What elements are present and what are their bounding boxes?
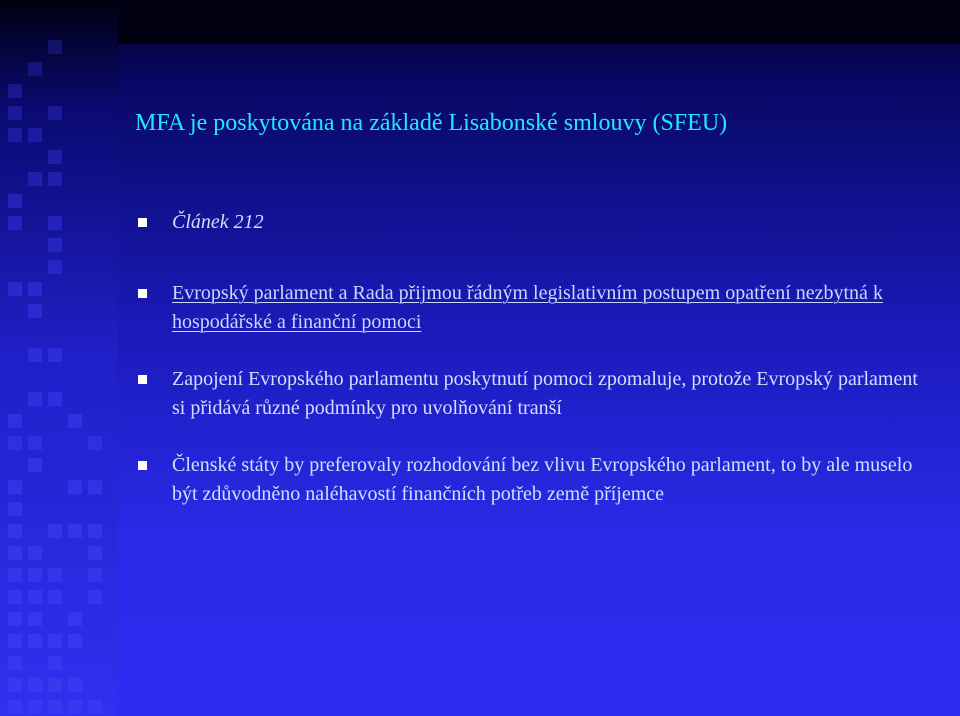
square-bullet-icon [138,289,147,298]
decorative-tile [8,480,22,494]
decorative-tile [8,436,22,450]
decorative-tile [68,524,82,538]
decorative-tile [28,458,42,472]
square-bullet-icon [138,461,147,470]
list-item [136,279,936,337]
decorative-tile [68,414,82,428]
decorative-tile [8,524,22,538]
bullet-list [136,208,936,509]
decorative-tile [28,436,42,450]
decorative-tile [48,238,62,252]
decorative-tile [28,172,42,186]
decorative-tile [88,568,102,582]
decorative-tile [8,106,22,120]
list-item [136,208,936,237]
decorative-tile [28,612,42,626]
decorative-tile [8,656,22,670]
decorative-tile [48,656,62,670]
decorative-tile [28,128,42,142]
decorative-tile [68,700,82,714]
list-item [136,365,936,423]
list-item-text: Článek 212 [172,211,264,233]
decorative-tile [48,590,62,604]
decorative-tile [28,546,42,560]
square-bullet-icon [138,218,147,227]
decorative-tile [8,568,22,582]
decorative-tile [68,612,82,626]
decorative-tile [48,524,62,538]
decorative-tile [28,62,42,76]
decorative-tile [48,568,62,582]
decorative-tile [8,414,22,428]
decorative-tile [8,216,22,230]
decorative-tile [48,700,62,714]
decorative-tile [68,480,82,494]
list-item-text: Evropský parlament a Rada přijmou řádným legislativním postupem opatření nezbytná k hospodářské a finanční pomoci [172,282,883,333]
decorative-tile [8,282,22,296]
decorative-tile [8,546,22,560]
decorative-tile [48,216,62,230]
decorative-tile [88,546,102,560]
decorative-tile [88,524,102,538]
decorative-tile [28,568,42,582]
decorative-tile [68,634,82,648]
decorative-tile [48,172,62,186]
decorative-tile [8,84,22,98]
decorative-tile [28,304,42,318]
slide-title: MFA je poskytována na základě Lisabonské smlouvy (SFEU) [135,110,728,136]
decorative-tile [48,634,62,648]
decorative-tile [48,40,62,54]
decorative-tile [8,700,22,714]
decorative-tile [28,700,42,714]
decorative-tile [88,590,102,604]
decorative-tile [28,590,42,604]
top-decorative-band [118,0,960,44]
list-item-text: Zapojení Evropského parlamentu poskytnutí pomoci zpomaluje, protože Evropský parlament si přidává různé podmínky pro uvolňování tranší [172,368,918,419]
decorative-tile [48,260,62,274]
decorative-tile [88,480,102,494]
decorative-tile [28,392,42,406]
list-item [136,451,936,509]
decorative-tile [8,678,22,692]
list-item-text: Členské státy by preferovaly rozhodování bez vlivu Evropského parlament, to by ale muselo být zdůvodněno naléhavostí finančních potřeb země příjemce [172,454,913,505]
decorative-tile [8,128,22,142]
decorative-tile [28,634,42,648]
decorative-tile-grid [0,0,118,716]
decorative-tile [8,590,22,604]
decorative-tile [68,678,82,692]
decorative-tile [28,348,42,362]
decorative-tile [8,502,22,516]
decorative-tile [28,678,42,692]
decorative-tile [48,348,62,362]
decorative-tile [48,106,62,120]
decorative-tile [28,282,42,296]
decorative-tile [8,634,22,648]
decorative-tile [48,392,62,406]
square-bullet-icon [138,375,147,384]
decorative-tile [48,150,62,164]
decorative-tile [8,194,22,208]
decorative-tile [8,612,22,626]
decorative-tile [88,436,102,450]
decorative-tile [88,700,102,714]
decorative-tile [48,678,62,692]
